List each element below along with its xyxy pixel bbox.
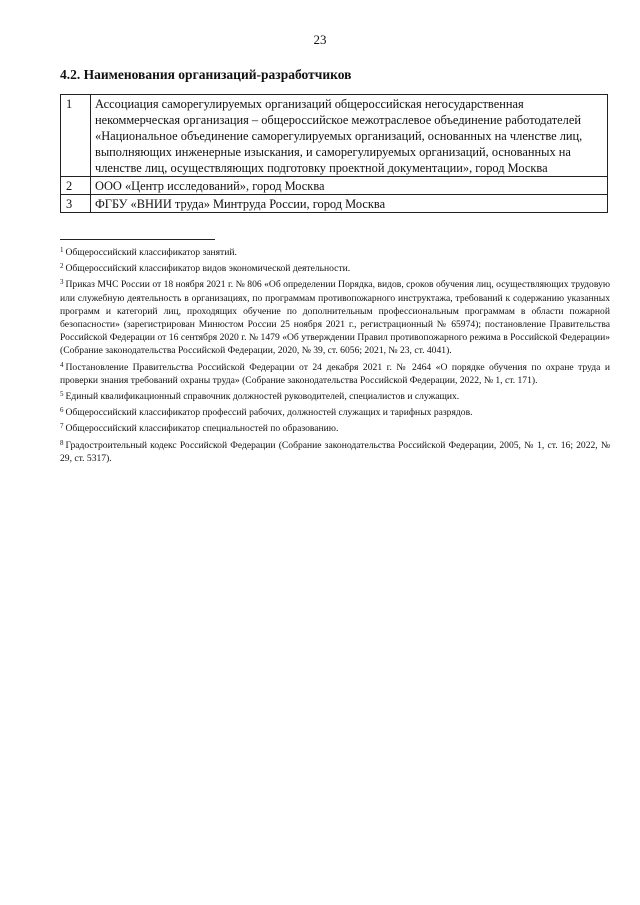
footnote-mark: 4 <box>60 360 64 369</box>
footnote <box>60 388 610 403</box>
footnote-mark: 1 <box>60 246 64 254</box>
page-number: 23 <box>313 32 327 47</box>
footnote-mark: 5 <box>60 390 64 399</box>
organization-name: ООО «Центр исследований», город Москва <box>91 177 608 195</box>
section-title: 4.2. Наименования организаций-разработчиков <box>60 67 352 82</box>
organization-name: Ассоциация саморегулируемых организаций общероссийская негосударственная некоммерческая организация – общероссийское межотраслевое объединение работодателей «Национальное объединение саморегулируемых организаций, основанных на членстве лиц, выполняющих инженерные изыскания, и саморегулируемых организаций, основанных на членстве лиц, осуществляющих подготовку проектной документации», город Москва <box>91 95 608 177</box>
footnote-text: Общероссийский классификатор видов экономической деятельности. <box>65 263 351 275</box>
footnote-text: Градостроительный кодекс Российской Федерации (Собрание законодательства Российской Федерации, 2005, № 1, ст. 16; 2022, № 29, ст. 5317). <box>60 439 610 464</box>
footnote-text: Общероссийский классификатор специальностей по образованию. <box>65 423 339 435</box>
footnote-mark: 8 <box>60 438 64 447</box>
footnote <box>60 437 610 465</box>
footnote <box>60 359 610 387</box>
footnote-mark: 2 <box>60 262 64 271</box>
footnote <box>60 420 610 435</box>
footnote <box>60 276 610 357</box>
organizations-table <box>60 94 608 213</box>
row-number: 3 <box>61 195 91 213</box>
row-number: 1 <box>61 95 91 177</box>
row-number: 2 <box>61 177 91 195</box>
footnote-mark: 6 <box>60 406 64 415</box>
footnote <box>60 404 610 419</box>
footnote-text: Приказ МЧС России от 18 ноября 2021 г. № 806 «Об определении Порядка, видов, сроков обучения лиц, осуществляющих трудовую или служебную деятельность в организациях, по программам противопожарного инструктажа, требований к содержанию указанных программ и категорий лиц, проходящих обучение по дополнительным профессиональным программам в области пожарной безопасности» (зарегистрирован Минюстом России 25 ноября 2021 г., регистрационный № 65974); постановление Правительства Российской Федерации от 16 сентября 2020 г. № 1479 «Об утверждении Правил противопожарного режима в Российской Федерации» (Собрание законодательства Российской Федерации, 2020, № 39, ст. 6056; 2021, № 23, ст. 4041). <box>60 279 610 357</box>
footnote <box>60 260 610 275</box>
footnote-mark: 3 <box>60 278 64 287</box>
footnote-mark: 7 <box>60 422 64 431</box>
footnote-separator <box>60 239 215 240</box>
footnote <box>60 244 610 259</box>
table-row <box>61 195 608 213</box>
table-row <box>61 177 608 195</box>
footnote-text: Единый квалификационный справочник должностей руководителей, специалистов и служащих. <box>65 391 460 403</box>
footnotes <box>60 244 610 466</box>
footnote-text: Общероссийский классификатор занятий. <box>65 247 237 258</box>
organization-name: ФГБУ «ВНИИ труда» Минтруда России, город Москва <box>91 195 608 213</box>
footnote-text: Общероссийский классификатор профессий рабочих, должностей служащих и тарифных разрядов. <box>65 407 473 419</box>
table-row <box>61 95 608 177</box>
footnote-text: Постановление Правительства Российской Федерации от 24 декабря 2021 г. № 2464 «О порядке обучения по охране труда и проверки знания требований охраны труда» (Собрание законодательства Российской Федерации, 2022, № 1, ст. 171). <box>60 361 610 386</box>
